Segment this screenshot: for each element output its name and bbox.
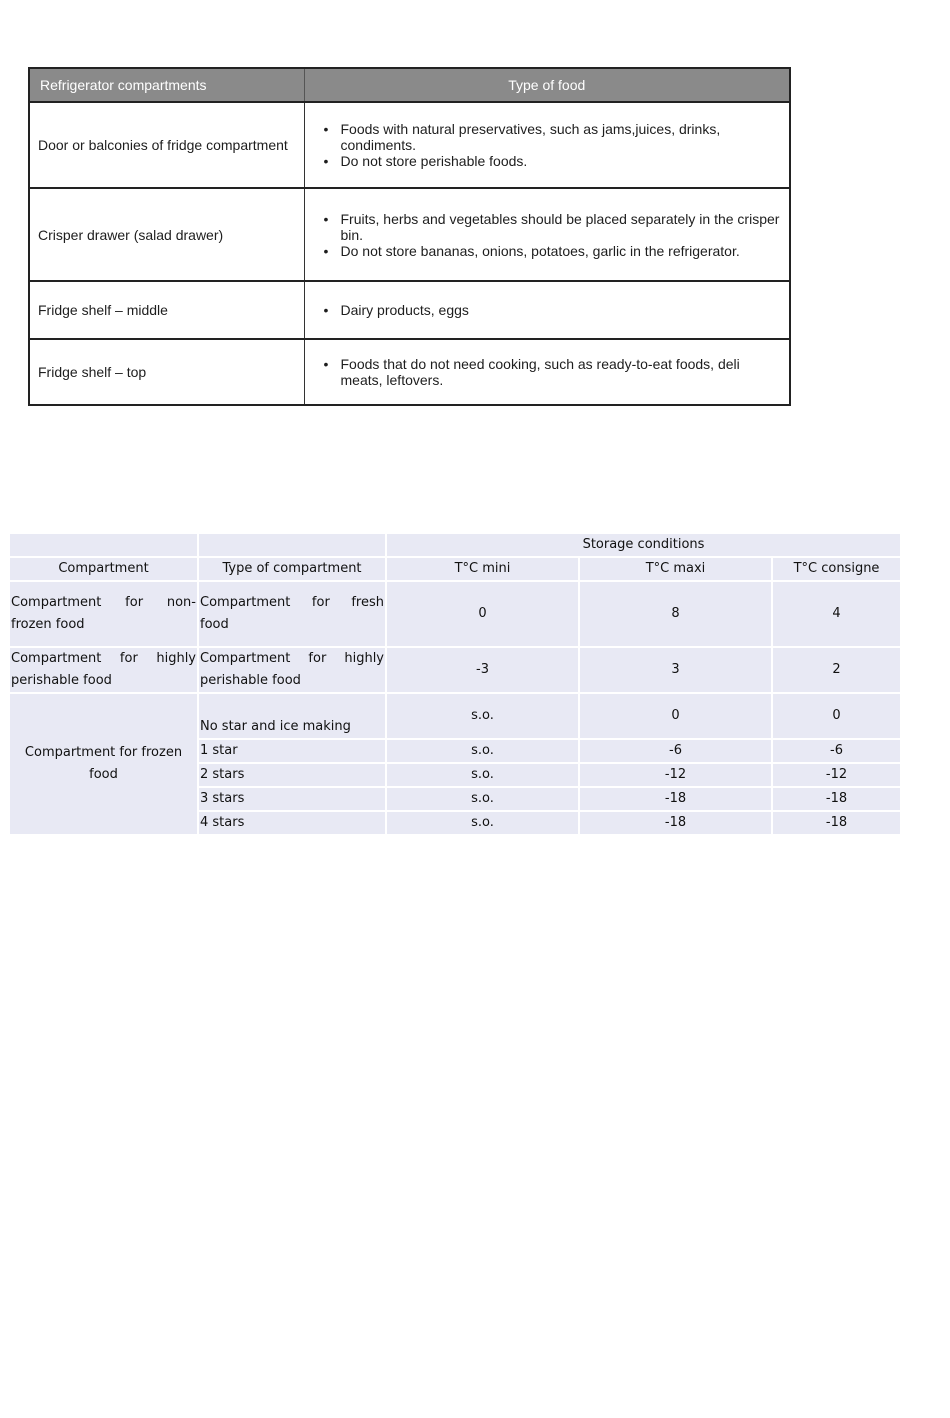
group-header-row [10, 534, 900, 557]
temp-consigne-cell: 0 [772, 693, 900, 739]
type-line: Compartment for highly [200, 651, 384, 666]
temp-min-cell: s.o. [386, 811, 579, 835]
header-compartment: Compartment [10, 557, 198, 581]
header-refrigerator-compartments: Refrigerator compartments [29, 68, 304, 102]
temp-min-cell: 0 [386, 581, 579, 647]
table-row [10, 693, 900, 739]
temp-consigne-cell: -18 [772, 787, 900, 811]
food-list-item: • Foods with natural preservatives, such as jams,juices, drinks, condiments. [341, 121, 782, 153]
food-list [313, 356, 782, 388]
table-row [10, 581, 900, 647]
compartment-cell: Door or balconies of fridge compartment [29, 102, 304, 188]
food-list-item: • Do not store bananas, onions, potatoes, garlic in the refrigerator. [341, 243, 782, 259]
table-row [10, 647, 900, 693]
type-cell: 3 stars [198, 787, 386, 811]
temp-min-cell: -3 [386, 647, 579, 693]
compartment-cell [10, 647, 198, 693]
temp-consigne-cell: -18 [772, 811, 900, 835]
compartment-line: frozen food [11, 617, 85, 632]
temp-max-cell: 8 [579, 581, 772, 647]
type-line: perishable food [200, 673, 301, 688]
header-temp-min: T°C mini [386, 557, 579, 581]
type-cell: No star and ice making [198, 693, 386, 739]
temp-max-cell: -18 [579, 787, 772, 811]
table-row [29, 339, 790, 405]
compartment-line: Compartment for highly [11, 651, 196, 666]
food-list-item: • Do not store perishable foods. [341, 153, 782, 169]
temp-min-cell: s.o. [386, 739, 579, 763]
temp-max-cell: -6 [579, 739, 772, 763]
food-cell [304, 102, 790, 188]
table-row [29, 102, 790, 188]
header-type-of-compartment: Type of compartment [198, 557, 386, 581]
food-list-item: • Foods that do not need cooking, such as ready-to-eat foods, deli meats, leftovers. [341, 356, 782, 388]
frozen-compartment-cell: Compartment for frozen food [10, 693, 198, 835]
type-cell [198, 647, 386, 693]
type-cell: 1 star [198, 739, 386, 763]
table-row [29, 188, 790, 281]
temp-max-cell: -12 [579, 763, 772, 787]
type-line: food [200, 617, 229, 632]
food-list [313, 302, 782, 318]
empty-header-cell [10, 534, 198, 557]
temp-consigne-cell: 2 [772, 647, 900, 693]
temp-max-cell: 3 [579, 647, 772, 693]
table-header-row [29, 68, 790, 102]
empty-header-cell [198, 534, 386, 557]
temp-consigne-cell: 4 [772, 581, 900, 647]
storage-conditions-table [10, 534, 900, 836]
temp-min-cell: s.o. [386, 763, 579, 787]
header-temp-consigne: T°C consigne [772, 557, 900, 581]
temp-consigne-cell: -12 [772, 763, 900, 787]
compartment-cell: Fridge shelf – middle [29, 281, 304, 339]
temp-consigne-cell: -6 [772, 739, 900, 763]
column-header-row [10, 557, 900, 581]
compartment-cell: Crisper drawer (salad drawer) [29, 188, 304, 281]
temp-max-cell: 0 [579, 693, 772, 739]
food-list-item: • Dairy products, eggs [341, 302, 782, 318]
compartment-line: perishable food [11, 673, 112, 688]
food-list [313, 121, 782, 169]
type-cell: 2 stars [198, 763, 386, 787]
temp-min-cell: s.o. [386, 787, 579, 811]
refrigerator-compartments-table [28, 67, 791, 406]
table-row [29, 281, 790, 339]
header-type-of-food: Type of food [304, 68, 790, 102]
storage-conditions-header: Storage conditions [386, 534, 900, 557]
temp-max-cell: -18 [579, 811, 772, 835]
compartment-cell: Fridge shelf – top [29, 339, 304, 405]
food-cell [304, 339, 790, 405]
food-list [313, 211, 782, 259]
type-cell: 4 stars [198, 811, 386, 835]
header-temp-max: T°C maxi [579, 557, 772, 581]
food-cell [304, 188, 790, 281]
compartment-cell [10, 581, 198, 647]
food-cell [304, 281, 790, 339]
food-list-item: • Fruits, herbs and vegetables should be placed separately in the crisper bin. [341, 211, 782, 243]
type-cell [198, 581, 386, 647]
temp-min-cell: s.o. [386, 693, 579, 739]
type-line: Compartment for fresh [200, 595, 384, 610]
compartment-line: Compartment for non- [11, 595, 196, 610]
